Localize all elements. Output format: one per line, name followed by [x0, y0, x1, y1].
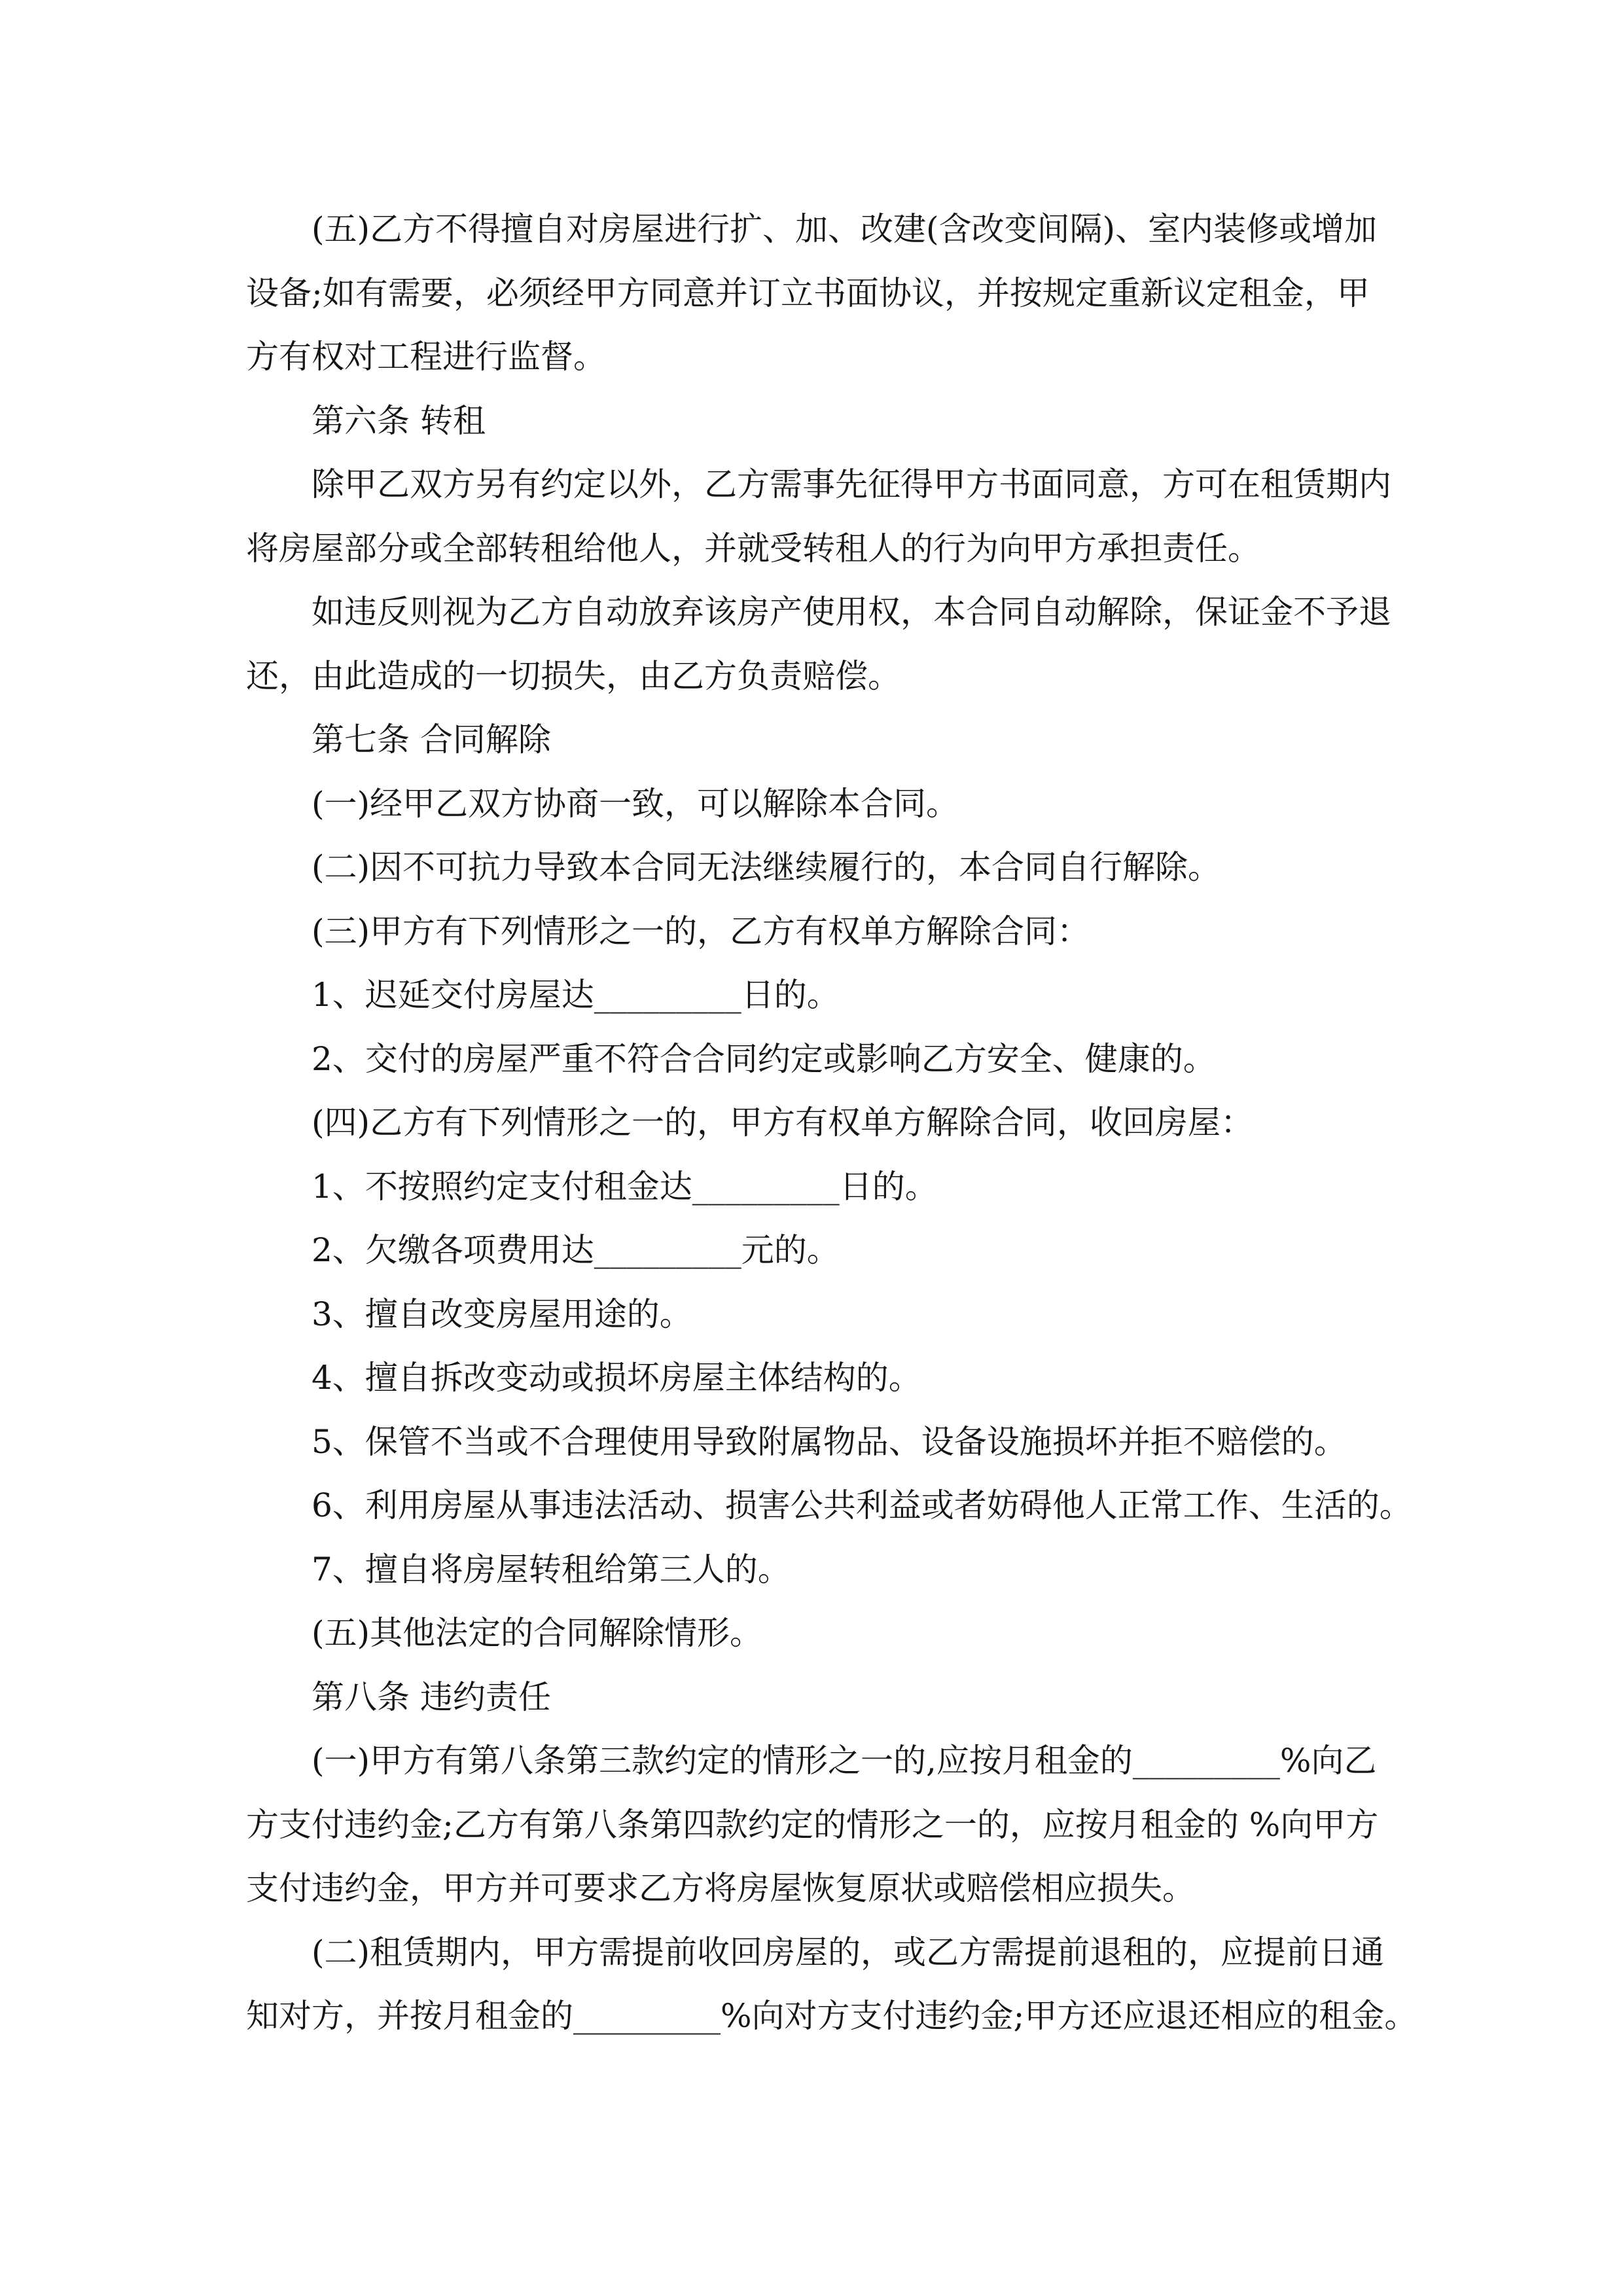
clause-paragraph [246, 1602, 1424, 1666]
text-line: (四)乙方有下列情形之一的，甲方有权单方解除合同，收回房屋： [312, 1103, 1254, 1141]
list-item [246, 1410, 1424, 1475]
text-line: 支付违约金，甲方并可要求乙方将房屋恢复原状或赔偿相应损失。 [246, 1869, 1195, 1907]
text-line: 7、擅自将房屋转租给第三人的。 [312, 1550, 791, 1588]
text-line: 还，由此造成的一切损失，由乙方负责赔偿。 [246, 656, 901, 695]
text-line: 2、交付的房屋严重不符合合同约定或影响乙方安全、健康的。 [312, 1039, 1216, 1078]
list-item [246, 1219, 1424, 1283]
clause-paragraph [246, 836, 1424, 900]
list-item [246, 1538, 1424, 1602]
article-heading [246, 1666, 1424, 1730]
text-line: (一)经甲乙双方协商一致，可以解除本合同。 [312, 784, 959, 823]
clause-paragraph [246, 1091, 1424, 1155]
text-line: 方有权对工程进行监督。 [246, 338, 606, 376]
clause-paragraph [246, 772, 1424, 836]
clause-paragraph [246, 198, 1424, 389]
text-line: 除甲乙双方另有约定以外，乙方需事先征得甲方书面同意，方可在租赁期内 [312, 465, 1391, 503]
list-item [246, 1346, 1424, 1410]
text-line: (三)甲方有下列情形之一的，乙方有权单方解除合同： [312, 912, 1090, 950]
contract-body [246, 198, 1424, 2049]
text-line: 如违反则视为乙方自动放弃该房产使用权，本合同自动解除，保证金不予退 [312, 593, 1391, 631]
article-6-heading: 第六条 转租 [312, 401, 486, 440]
text-line: 1、不按照约定支付租金达_________日的。 [312, 1167, 938, 1206]
text-line: 设备;如有需要，必须经甲方同意并订立书面协议，并按规定重新议定租金，甲 [246, 274, 1370, 312]
article-heading [246, 389, 1424, 454]
list-item [246, 963, 1424, 1028]
list-item [246, 1474, 1424, 1538]
article-heading [246, 708, 1424, 772]
text-line: 2、欠缴各项费用达_________元的。 [312, 1231, 840, 1269]
text-line: (二)租赁期内，甲方需提前收回房屋的，或乙方需提前退租的，应提前日通 [312, 1933, 1385, 1971]
text-line: 3、擅自改变房屋用途的。 [312, 1295, 692, 1333]
text-line: 4、擅自拆改变动或损坏房屋主体结构的。 [312, 1359, 921, 1397]
text-line: (二)因不可抗力导致本合同无法继续履行的，本合同自行解除。 [312, 848, 1221, 886]
clause-paragraph [246, 453, 1424, 581]
clause-paragraph [246, 1921, 1424, 2049]
text-line: 5、保管不当或不合理使用导致附属物品、设备设施损坏并拒不赔偿的。 [312, 1422, 1347, 1461]
text-line: 知对方，并按月租金的_________%向对方支付违约金;甲方还应退还相应的租金。 [246, 1997, 1418, 2035]
text-line: (一)甲方有第八条第三款约定的情形之一的,应按月租金的_________%向乙 [312, 1742, 1377, 1780]
text-line: (五)其他法定的合同解除情形。 [312, 1614, 763, 1652]
text-line: (五)乙方不得擅自对房屋进行扩、加、改建(含改变间隔)、室内装修或增加 [312, 210, 1378, 248]
text-line: 1、迟延交付房屋达_________日的。 [312, 976, 840, 1014]
list-item [246, 1283, 1424, 1347]
list-item [246, 1028, 1424, 1092]
clause-paragraph [246, 900, 1424, 964]
list-item [246, 1155, 1424, 1219]
text-line: 将房屋部分或全部转租给他人，并就受转租人的行为向甲方承担责任。 [246, 529, 1260, 567]
text-line: 6、利用房屋从事违法活动、损害公共利益或者妨碍他人正常工作、生活的。 [312, 1486, 1412, 1524]
clause-paragraph [246, 581, 1424, 708]
article-7-heading: 第七条 合同解除 [312, 721, 551, 759]
clause-paragraph [246, 1729, 1424, 1921]
text-line: 方支付违约金;乙方有第八条第四款约定的情形之一的，应按月租金的 %向甲方 [246, 1805, 1379, 1844]
article-8-heading: 第八条 违约责任 [312, 1677, 551, 1716]
